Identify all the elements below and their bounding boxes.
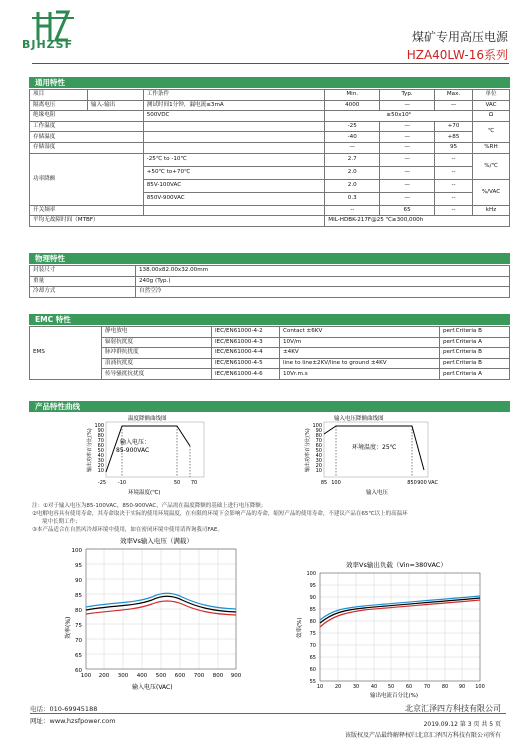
- svg-text:50: 50: [173, 480, 181, 486]
- gridlines: [86, 549, 236, 669]
- y-ticks: [312, 423, 322, 474]
- svg-text:85: 85: [320, 480, 328, 486]
- svg-text:80: 80: [441, 684, 449, 690]
- table-row: 隔离电压 输入-输出 测试时间1分钟，漏电流≤3mA 4000 — — VAC: [30, 100, 510, 111]
- svg-text:20: 20: [315, 463, 322, 469]
- table-row: 绝缘电阻 500VDC ≥50x10⁶ Ω: [30, 111, 510, 122]
- svg-text:30: 30: [352, 684, 360, 690]
- table-row: 辐射抗扰度 IEC/EN61000-4-3 10V/m perf.Criteria A: [30, 337, 510, 348]
- chart-note: 输入电压：: [120, 439, 151, 446]
- x-ticks: [98, 480, 197, 486]
- svg-text:200: 200: [98, 673, 110, 679]
- footer-company: 北京汇泽四方科技有限公司: [405, 704, 501, 713]
- svg-text:60: 60: [75, 668, 82, 674]
- svg-text:100: 100: [71, 548, 82, 554]
- svg-text:100: 100: [306, 571, 316, 577]
- svg-text:90: 90: [97, 428, 104, 434]
- emc-table: [29, 326, 510, 380]
- model-name: HZA40LW-16系列: [406, 48, 508, 62]
- note-3: ③本产品适合在自然风冷却环境中使用，如在密闭环境中使用请咨询我司FAE。: [32, 527, 223, 533]
- svg-text:850: 850: [407, 480, 417, 486]
- svg-text:300: 300: [117, 673, 129, 679]
- y-ticks: [72, 548, 83, 674]
- y-ticks: [306, 571, 316, 685]
- svg-text:40: 40: [370, 684, 378, 690]
- header-divider: [32, 63, 509, 64]
- axis-ylabel: 输出功率百分比(%): [87, 428, 93, 472]
- svg-text:10: 10: [97, 468, 104, 474]
- footer-phone: 电话：010-69945188: [30, 705, 98, 713]
- svg-text:900: 900: [230, 673, 242, 679]
- voltage-derating-chart: [300, 412, 440, 498]
- svg-text:60: 60: [405, 684, 413, 690]
- axis-xlabel: 输出电流百分比(%): [370, 693, 419, 698]
- x-ticks: [317, 684, 485, 690]
- section-curves: 产品特性曲线: [29, 401, 510, 412]
- svg-text:70: 70: [315, 438, 322, 444]
- table-row: 存储湿度 — — 95 %RH: [30, 142, 510, 153]
- table-row: 冷却方式 自然空冷: [30, 287, 510, 298]
- svg-text:100: 100: [312, 423, 322, 429]
- doc-title: 煤矿专用高压电源: [411, 30, 508, 44]
- svg-text:70: 70: [309, 643, 316, 649]
- svg-text:60: 60: [309, 667, 316, 673]
- svg-text:50: 50: [97, 448, 104, 454]
- footer-page: 2019.09.12 第 3 页 共 5 页: [423, 721, 501, 728]
- svg-text:70: 70: [75, 638, 82, 644]
- note-2-cont: 境中长期工作；: [42, 519, 81, 525]
- svg-text:10: 10: [315, 468, 322, 474]
- table-row: 重量 240g (Typ.): [30, 276, 510, 287]
- series-line-red: [320, 600, 480, 627]
- chart-title: 温度降额曲线图: [128, 416, 167, 422]
- svg-text:100: 100: [94, 423, 104, 429]
- footer-divider: [30, 713, 506, 714]
- axis-xlabel: 环境温度(℃): [128, 490, 161, 496]
- axis-xlabel: 输入电压(VAC): [132, 684, 173, 691]
- svg-text:600: 600: [174, 673, 186, 679]
- svg-text:75: 75: [75, 623, 82, 629]
- table-row: 传导骚扰抗扰度 IEC/EN61000-4-6 10Vr.m.s perf.Criteria A: [30, 369, 510, 380]
- brand-name: BJHZSF: [22, 38, 74, 51]
- svg-text:90: 90: [458, 684, 466, 690]
- y-ticks: [94, 423, 104, 474]
- svg-text:10: 10: [316, 684, 324, 690]
- svg-text:60: 60: [315, 443, 322, 449]
- table-row: 85V-100VAC 2.0 — -- %/VAC: [30, 179, 510, 192]
- physical-table: [29, 265, 510, 298]
- table-row: 存储温度 -40 — +85: [30, 132, 510, 143]
- chart-title: 效率Vs输入电压（满载）: [120, 537, 193, 545]
- table-row: 工作温度 -25 — +70 ℃: [30, 121, 510, 132]
- gridlines: [320, 573, 480, 681]
- svg-text:20: 20: [97, 463, 104, 469]
- axis-ylabel: 输出功率百分比(%): [305, 428, 311, 472]
- svg-text:70: 70: [97, 438, 104, 444]
- svg-text:800: 800: [212, 673, 224, 679]
- svg-text:95: 95: [75, 563, 82, 569]
- note-2: ②电解电容具有使用寿命，其寿命取决于实际的使用环境温度，在有限的环境下会影响产品的寿命，缩短产品的使用寿命，不建议产品在65℃以上的高温环: [32, 511, 408, 517]
- temp-derating-chart: [82, 412, 212, 498]
- svg-text:70: 70: [190, 480, 198, 486]
- svg-text:80: 80: [97, 433, 104, 439]
- svg-text:90: 90: [315, 428, 322, 434]
- svg-text:65: 65: [309, 655, 316, 661]
- section-general: 通用特性: [29, 77, 510, 88]
- efficiency-load-chart: [294, 558, 494, 698]
- chart-note: 环境温度：25℃: [352, 444, 397, 451]
- table-row: 封装尺寸 138.00x82.00x32.00mm: [30, 266, 510, 277]
- svg-text:30: 30: [315, 458, 322, 464]
- svg-text:50: 50: [315, 448, 322, 454]
- table-row: 功率降额 -25℃ to -10℃ 2.7 — -- %/℃: [30, 153, 510, 166]
- svg-text:60: 60: [97, 443, 104, 449]
- svg-text:85: 85: [309, 607, 316, 613]
- axis-xlabel: 输入电压: [366, 490, 389, 496]
- svg-text:VAC: VAC: [428, 480, 438, 486]
- section-emc: EMC 特性: [29, 314, 510, 325]
- svg-text:90: 90: [75, 578, 82, 584]
- svg-text:65: 65: [75, 653, 82, 659]
- svg-text:-25: -25: [97, 480, 107, 486]
- axis-ylabel: 效率(%): [65, 616, 72, 639]
- svg-text:75: 75: [309, 631, 316, 637]
- svg-text:400: 400: [136, 673, 148, 679]
- table-row: 850V-900VAC 0.3 — --: [30, 192, 510, 205]
- svg-text:80: 80: [309, 619, 316, 625]
- table-row: 脉冲群抗扰度 IEC/EN61000-4-4 ±4KV perf.Criteria B: [30, 348, 510, 359]
- table-row: 项目 工作条件 Min. Typ. Max. 单位: [30, 90, 510, 101]
- svg-text:500: 500: [155, 673, 167, 679]
- x-ticks: [321, 480, 439, 486]
- svg-text:700: 700: [193, 673, 205, 679]
- svg-text:80: 80: [315, 433, 322, 439]
- section-physical: 物理特性: [29, 253, 510, 264]
- svg-text:100: 100: [331, 480, 341, 486]
- svg-text:90: 90: [309, 595, 316, 601]
- footer-website[interactable]: 网址：www.hzsfpower.com: [30, 717, 116, 725]
- efficiency-voltage-chart: [62, 534, 252, 694]
- table-row: +50℃ to+70℃ 2.0 — --: [30, 166, 510, 179]
- svg-text:70: 70: [423, 684, 431, 690]
- svg-text:30: 30: [97, 458, 104, 464]
- svg-text:100: 100: [475, 684, 485, 690]
- svg-text:-10: -10: [117, 480, 127, 486]
- table-row: EMS 静电放电 IEC/EN61000-4-2 Contact ±6KV perf.Criteria B: [30, 327, 510, 338]
- svg-text:900: 900: [417, 480, 427, 486]
- axis-ylabel: 效率(%): [297, 617, 303, 638]
- svg-text:80: 80: [75, 608, 82, 614]
- svg-text:50: 50: [387, 684, 395, 690]
- svg-text:95: 95: [309, 583, 316, 589]
- chart-title: 输入电压降额曲线图: [334, 416, 384, 422]
- footer-copyright: 该版权及产品最终解释权归北京汇泽四方科技有限公司所有: [344, 732, 501, 739]
- svg-text:100: 100: [80, 673, 92, 679]
- svg-text:40: 40: [315, 453, 322, 459]
- svg-text:40: 40: [97, 453, 104, 459]
- x-ticks: [81, 673, 242, 679]
- note-1: 注：①对于输入电压为85-100VAC，850-900VAC，产品需在温度降额的基础上进行电压降额；: [32, 503, 267, 509]
- svg-text:20: 20: [334, 684, 342, 690]
- svg-text:85: 85: [75, 593, 82, 599]
- general-table: [29, 89, 510, 227]
- table-row: 平均无故障时间（MTBF） MIL-HDBK-217F@25 ℃≥300,000h: [30, 216, 510, 227]
- chart-note: 85-900VAC: [116, 447, 150, 454]
- table-row: 开关频率 -- 65 -- kHz: [30, 205, 510, 216]
- chart-title: 效率Vs输出负载（Vin=380VAC）: [346, 561, 447, 569]
- table-row: 浪涌抗扰度 IEC/EN61000-4-5 line to line±2KV/line to ground ±4KV perf.Criteria B: [30, 358, 510, 369]
- svg-text:55: 55: [309, 679, 316, 685]
